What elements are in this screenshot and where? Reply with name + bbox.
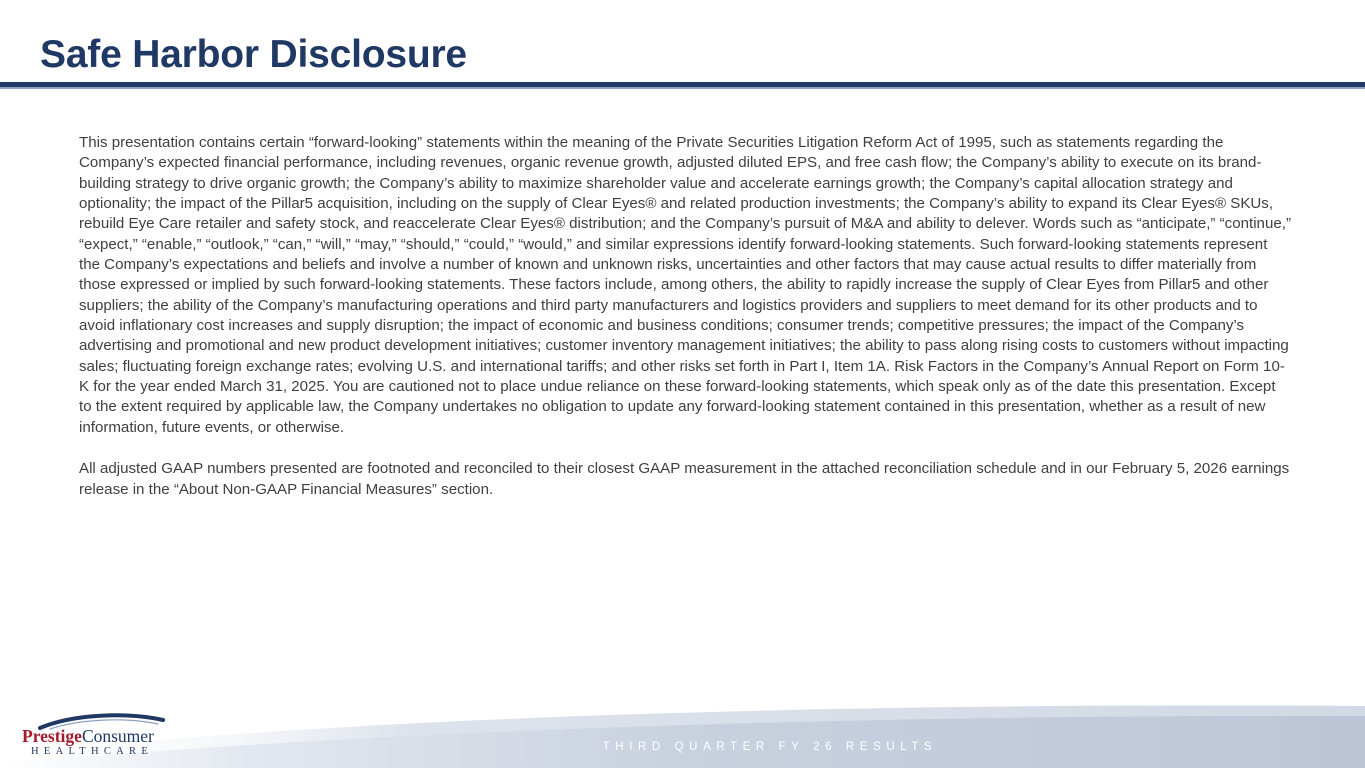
disclosure-paragraph-forward-looking: This presentation contains certain “forward-looking” statements within the meaning of the Private Securities Litigation Reform Act of 1995, such as statements regarding the Company’s expected financial performance, including revenues, organic revenue growth, adjusted diluted EPS, and free cash flow; the Company’s ability to execute on its brand-building strategy to drive organic growth; the Company’s ability to maximize shareholder value and accelerate earnings growth; the Company’s capital allocation strategy and optionality; the impact of the Pillar5 acquisition, including on the supply of Clear Eyes® and related production investments; the Company’s ability to expand its Clear Eyes® SKUs, rebuild Eye Care retailer and safety stock, and reaccelerate Clear Eyes® distribution; and the Company’s pursuit of M&A and ability to delever. Words such as “anticipate,” “continue,” “expect,” “enable,” “outlook,” “can,” “will,” “may,” “should,” “could,” “would,” and similar expressions identify forward-looking statements. Such forward-looking statements represent the Company’s expectations and beliefs and involve a number of known and unknown risks, uncertainties and other factors that may cause actual results to differ materially from those expressed or implied by such forward-looking statements. These factors include, among others, the ability to rapidly increase the supply of Clear Eyes from Pillar5 and other suppliers; the ability of the Company’s manufacturing operations and third party manufacturers and logistics providers and suppliers to meet demand for its other products and to avoid inflationary cost increases and supply disruption; the impact of economic and business conditions; consumer trends; competitive pressures; the impact of the Company’s advertising and promotional and new product development initiatives; customer inventory management initiatives; the ability to pass along rising costs to customers without impacting sales; fluctuating foreign exchange rates; evolving U.S. and international tariffs; and other risks set forth in Part I, Item 1A. Risk Factors in the Company’s Annual Report on Form 10-K for the year ended March 31, 2025. You are cautioned not to place undue reliance on these forward-looking statements, which speak only as of the date this presentation. Except to the extent required by applicable law, the Company undertakes no obligation to update any forward-looking statement contained in this presentation, whether as a result of new information, future events, or otherwise. <box>79 134 1291 436</box>
slide-title: Safe Harbor Disclosure <box>40 33 467 76</box>
footer-section-label: THIRD QUARTER FY 26 RESULTS <box>602 741 938 753</box>
logo-word-prestige: Prestige <box>22 726 82 746</box>
logo-word-consumer: Consumer <box>81 726 154 746</box>
logo-subtitle: HEALTHCARE <box>31 746 154 757</box>
footer-swoosh-band <box>0 698 1365 768</box>
disclosure-body <box>79 133 1291 500</box>
company-logo <box>18 712 168 762</box>
logo-wordmark <box>22 725 154 747</box>
disclosure-paragraph-non-gaap: All adjusted GAAP numbers presented are footnoted and reconciled to their closest GAAP measurement in the attached reconciliation schedule and in our February 5, 2026 earnings release in the “About Non-GAAP Financial Measures” section. <box>79 460 1290 498</box>
title-divider-accent <box>0 87 1365 89</box>
